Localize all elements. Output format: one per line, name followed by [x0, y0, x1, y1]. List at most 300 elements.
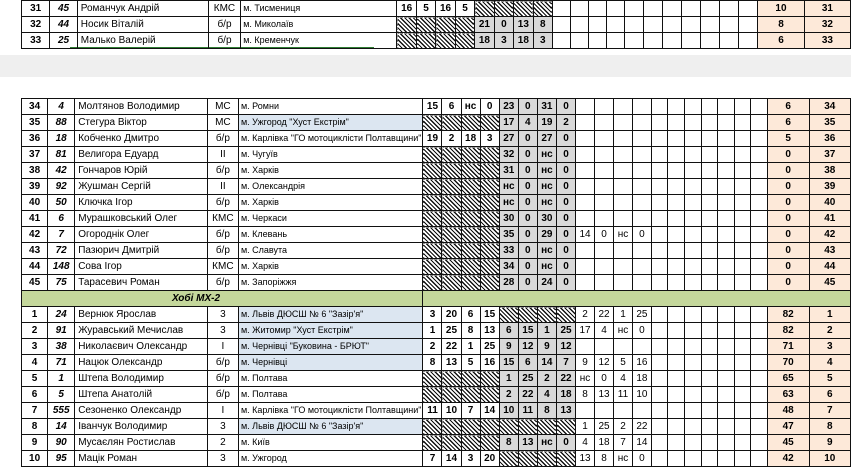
race2-hatched-cell [494, 1, 513, 17]
race1-result-cell: 5 [461, 355, 480, 371]
empty-cell [718, 403, 735, 419]
rider-name-cell: Николаєвич Олександр [75, 339, 208, 355]
empty-cell [718, 371, 735, 387]
place-cell: 1 [809, 307, 850, 323]
empty-cell [644, 1, 663, 17]
race3-result-cell: нс [614, 323, 633, 339]
empty-cell [668, 339, 685, 355]
category-cell: КМС [207, 259, 238, 275]
race1-hatched-cell [461, 275, 480, 291]
race2-result-cell: 13 [518, 435, 537, 451]
empty-cell [701, 435, 718, 451]
empty-cell [751, 147, 768, 163]
race2-result-cell: нс [499, 179, 518, 195]
rider-name-cell: Сезоненко Олександр [75, 403, 208, 419]
race3-result-cell [576, 131, 595, 147]
race2-result-cell: 0 [518, 147, 537, 163]
start-number-cell: 14 [48, 419, 75, 435]
group-fill [423, 291, 851, 307]
empty-cell [668, 243, 685, 259]
start-number-cell: 555 [48, 403, 75, 419]
race1-hatched-cell [423, 195, 442, 211]
empty-cell [751, 99, 768, 115]
category-cell: б/р [208, 17, 240, 33]
rider-name-cell: Ключка Ігор [75, 195, 208, 211]
race3-result-cell [576, 275, 595, 291]
empty-cell [668, 355, 685, 371]
empty-cell [718, 99, 735, 115]
race3-result-cell [607, 17, 625, 33]
race2-hatched-cell [537, 451, 556, 467]
empty-cell [625, 1, 644, 17]
empty-cell [751, 419, 768, 435]
start-number-cell: 81 [48, 147, 75, 163]
race1-hatched-cell [436, 33, 456, 49]
race3-result-cell [632, 195, 651, 211]
category-cell: б/р [207, 243, 238, 259]
rank-cell: 36 [22, 131, 48, 147]
race2-result-cell: нс [537, 179, 556, 195]
race3-result-cell: 17 [576, 323, 595, 339]
race2-result-cell: 13 [513, 17, 533, 33]
race2-result-cell: 31 [537, 99, 556, 115]
race2-result-cell: 23 [499, 99, 518, 115]
start-number-cell: 1 [48, 371, 75, 387]
empty-cell [701, 323, 718, 339]
race3-result-cell [570, 17, 588, 33]
race3-result-cell [576, 243, 595, 259]
race3-result-cell: нс [614, 451, 633, 467]
empty-cell [751, 163, 768, 179]
race1-hatched-cell [455, 33, 474, 49]
race3-result-cell [589, 17, 607, 33]
empty-cell [734, 403, 751, 419]
race1-hatched-cell [480, 371, 499, 387]
race2-result-cell: нс [537, 243, 556, 259]
race2-hatched-cell [537, 419, 556, 435]
race1-hatched-cell [461, 211, 480, 227]
start-number-cell: 92 [48, 179, 75, 195]
empty-cell [685, 355, 702, 371]
empty-cell [751, 387, 768, 403]
race1-result-cell: 16 [480, 355, 499, 371]
city-cell: м. Чернівці "Буковина - БРЮТ" [238, 339, 422, 355]
race1-hatched-cell [442, 163, 461, 179]
empty-cell [651, 163, 668, 179]
table-row [22, 403, 851, 419]
empty-cell [734, 339, 751, 355]
empty-cell [685, 115, 702, 131]
empty-cell [651, 227, 668, 243]
race2-result-cell: 0 [557, 259, 576, 275]
race2-result-cell: нс [537, 195, 556, 211]
race1-hatched-cell [480, 435, 499, 451]
empty-cell [685, 371, 702, 387]
empty-cell [701, 259, 718, 275]
empty-cell [751, 307, 768, 323]
race2-result-cell: 8 [499, 435, 518, 451]
race2-result-cell: 4 [518, 115, 537, 131]
table-row [22, 195, 851, 211]
race2-hatched-cell [499, 451, 518, 467]
race1-result-cell: 7 [461, 403, 480, 419]
empty-cell [701, 1, 720, 17]
city-cell: м. Тисмениця [241, 1, 397, 17]
race2-result-cell: 0 [518, 195, 537, 211]
empty-cell [701, 451, 718, 467]
race1-result-cell: 25 [480, 339, 499, 355]
race1-result-cell: нс [461, 99, 480, 115]
category-cell: 3 [207, 307, 238, 323]
empty-cell [739, 33, 758, 49]
race3-result-cell: 0 [632, 451, 651, 467]
rider-name-cell: Іванчук Володимир [75, 419, 208, 435]
race1-hatched-cell [442, 243, 461, 259]
race3-result-cell: 13 [576, 451, 595, 467]
race3-result-cell [552, 33, 570, 49]
race3-result-cell [595, 195, 614, 211]
race2-result-cell: 0 [518, 179, 537, 195]
empty-cell [734, 275, 751, 291]
race1-hatched-cell [423, 147, 442, 163]
category-cell: І [207, 339, 238, 355]
start-number-cell: 95 [48, 451, 75, 467]
race3-result-cell [614, 179, 633, 195]
empty-cell [701, 17, 720, 33]
rider-name-cell: Романчук Андрій [77, 1, 208, 17]
category-cell: б/р [207, 355, 238, 371]
empty-cell [668, 99, 685, 115]
empty-cell [701, 179, 718, 195]
empty-cell [734, 99, 751, 115]
empty-cell [734, 371, 751, 387]
rider-name-cell: Кобченко Дмитро [75, 131, 208, 147]
city-cell: м. Ужгород "Хуст Екстрім" [238, 115, 422, 131]
group-row [22, 291, 851, 307]
empty-cell [718, 147, 735, 163]
race2-result-cell: 1 [537, 323, 556, 339]
rank-cell: 8 [22, 419, 48, 435]
category-cell: б/р [207, 131, 238, 147]
category-cell: б/р [207, 163, 238, 179]
race2-result-cell: 30 [499, 211, 518, 227]
race1-result-cell: 3 [480, 131, 499, 147]
table-row [22, 99, 851, 115]
place-cell: 36 [809, 131, 850, 147]
rank-cell: 37 [22, 147, 48, 163]
race1-result-cell: 20 [480, 451, 499, 467]
race1-result-cell: 6 [461, 307, 480, 323]
total-points-cell: 0 [767, 211, 809, 227]
race1-result-cell: 2 [442, 131, 461, 147]
race3-result-cell [576, 147, 595, 163]
race3-result-cell [570, 1, 588, 17]
race2-result-cell: 17 [499, 115, 518, 131]
rank-cell: 1 [22, 307, 48, 323]
race1-hatched-cell [417, 33, 436, 49]
total-points-cell: 0 [767, 163, 809, 179]
race1-hatched-cell [417, 17, 436, 33]
race2-result-cell: 0 [518, 99, 537, 115]
race3-result-cell [576, 179, 595, 195]
empty-cell [651, 99, 668, 115]
empty-cell [685, 99, 702, 115]
race3-result-cell: 12 [595, 355, 614, 371]
empty-cell [718, 179, 735, 195]
race3-result-cell: 4 [614, 371, 633, 387]
race2-result-cell: 0 [518, 259, 537, 275]
rank-cell: 34 [22, 99, 48, 115]
race3-result-cell [614, 115, 633, 131]
empty-cell [701, 33, 720, 49]
race3-result-cell [576, 339, 595, 355]
empty-cell [701, 387, 718, 403]
race2-result-cell: нс [537, 147, 556, 163]
table-row [22, 147, 851, 163]
race1-hatched-cell [423, 243, 442, 259]
race2-hatched-cell [557, 307, 576, 323]
race2-result-cell: 2 [557, 115, 576, 131]
race3-result-cell [632, 147, 651, 163]
page-break-band [0, 55, 851, 77]
race1-result-cell: 5 [455, 1, 474, 17]
race1-result-cell: 7 [423, 451, 442, 467]
place-cell: 10 [809, 451, 850, 467]
empty-cell [685, 451, 702, 467]
empty-cell [734, 179, 751, 195]
start-number-cell: 88 [48, 115, 75, 131]
race1-result-cell: 15 [480, 307, 499, 323]
place-cell: 43 [809, 243, 850, 259]
empty-cell [734, 131, 751, 147]
table-row [22, 33, 851, 49]
empty-cell [685, 259, 702, 275]
empty-cell [751, 339, 768, 355]
table-row [22, 131, 851, 147]
empty-cell [685, 275, 702, 291]
race2-result-cell: 0 [494, 17, 513, 33]
rank-cell: 3 [22, 339, 48, 355]
race2-result-cell: 27 [499, 131, 518, 147]
category-cell: ІІ [207, 147, 238, 163]
empty-cell [751, 403, 768, 419]
race2-result-cell: 15 [518, 323, 537, 339]
table-row [22, 275, 851, 291]
race2-result-cell: 2 [537, 371, 556, 387]
city-cell: м. Олександрія [238, 179, 422, 195]
table-row [22, 163, 851, 179]
race3-result-cell [632, 211, 651, 227]
race2-result-cell: 32 [499, 147, 518, 163]
race2-result-cell: 10 [499, 403, 518, 419]
race1-hatched-cell [442, 147, 461, 163]
empty-cell [651, 131, 668, 147]
empty-cell [751, 195, 768, 211]
race1-hatched-cell [397, 33, 417, 49]
total-points-cell: 82 [767, 323, 809, 339]
city-cell: м. Житомир "Хуст Екстрім" [238, 323, 422, 339]
total-points-cell: 65 [767, 371, 809, 387]
empty-cell [663, 17, 682, 33]
race1-hatched-cell [442, 419, 461, 435]
race3-result-cell: 18 [595, 435, 614, 451]
race2-result-cell: 0 [557, 243, 576, 259]
race3-result-cell: 9 [576, 355, 595, 371]
race3-result-cell: 25 [632, 307, 651, 323]
empty-cell [644, 17, 663, 33]
empty-cell [663, 33, 682, 49]
race2-result-cell: 22 [557, 371, 576, 387]
start-number-cell: 7 [48, 227, 75, 243]
race1-hatched-cell [423, 275, 442, 291]
empty-cell [651, 147, 668, 163]
race2-result-cell: нс [537, 259, 556, 275]
race2-result-cell: 19 [537, 115, 556, 131]
race2-result-cell: 25 [557, 323, 576, 339]
race1-hatched-cell [480, 243, 499, 259]
race3-result-cell [614, 163, 633, 179]
race2-result-cell: 27 [537, 131, 556, 147]
total-points-cell: 6 [758, 33, 805, 49]
empty-cell [685, 339, 702, 355]
race2-result-cell: 14 [537, 355, 556, 371]
empty-cell [701, 227, 718, 243]
race2-result-cell: 11 [518, 403, 537, 419]
race2-hatched-cell [518, 307, 537, 323]
empty-cell [685, 147, 702, 163]
city-cell: м. Чернівці [238, 355, 422, 371]
race1-result-cell: 14 [442, 451, 461, 467]
rank-cell: 45 [22, 275, 48, 291]
empty-cell [734, 259, 751, 275]
race3-result-cell [576, 403, 595, 419]
total-points-cell: 63 [767, 387, 809, 403]
total-points-cell: 0 [767, 179, 809, 195]
race1-result-cell: 10 [442, 403, 461, 419]
table-row [22, 259, 851, 275]
table-row [22, 115, 851, 131]
empty-cell [668, 227, 685, 243]
race2-result-cell: 0 [557, 435, 576, 451]
race1-hatched-cell [461, 179, 480, 195]
race3-result-cell [614, 259, 633, 275]
race1-hatched-cell [461, 419, 480, 435]
empty-cell [734, 195, 751, 211]
empty-cell [668, 371, 685, 387]
race3-result-cell [576, 195, 595, 211]
race1-hatched-cell [442, 387, 461, 403]
empty-cell [668, 179, 685, 195]
race3-result-cell [614, 275, 633, 291]
empty-cell [685, 131, 702, 147]
place-cell: 33 [804, 33, 850, 49]
place-cell: 9 [809, 435, 850, 451]
empty-cell [720, 1, 739, 17]
empty-cell [651, 403, 668, 419]
race1-hatched-cell [442, 435, 461, 451]
race3-result-cell [614, 147, 633, 163]
category-cell: ІІ [207, 179, 238, 195]
empty-cell [734, 243, 751, 259]
table-row [22, 243, 851, 259]
table-row [22, 1, 851, 17]
table-row [22, 435, 851, 451]
rank-cell: 33 [22, 33, 50, 49]
empty-cell [668, 275, 685, 291]
rank-cell: 35 [22, 115, 48, 131]
race1-hatched-cell [461, 147, 480, 163]
rider-name-cell: Мацік Роман [75, 451, 208, 467]
hobby-rows [22, 307, 851, 467]
empty-cell [668, 259, 685, 275]
race1-hatched-cell [461, 371, 480, 387]
race1-hatched-cell [480, 419, 499, 435]
race2-result-cell: 15 [499, 355, 518, 371]
race3-result-cell: 0 [595, 371, 614, 387]
race1-hatched-cell [423, 259, 442, 275]
race1-hatched-cell [423, 211, 442, 227]
rider-name-cell: Штепа Володимир [75, 371, 208, 387]
empty-cell [751, 131, 768, 147]
empty-cell [734, 163, 751, 179]
empty-cell [734, 227, 751, 243]
empty-cell [651, 243, 668, 259]
race3-result-cell [632, 115, 651, 131]
empty-cell [718, 259, 735, 275]
race2-result-cell: 24 [537, 275, 556, 291]
empty-cell [718, 211, 735, 227]
table-row [22, 339, 851, 355]
race1-hatched-cell [442, 195, 461, 211]
race2-result-cell: 0 [518, 227, 537, 243]
race1-result-cell: 18 [461, 131, 480, 147]
rider-name-cell: Вернюк Ярослав [75, 307, 208, 323]
race2-result-cell: 21 [475, 17, 495, 33]
race3-result-cell: 22 [632, 419, 651, 435]
empty-cell [739, 17, 758, 33]
race1-hatched-cell [480, 259, 499, 275]
table-row [22, 387, 851, 403]
race1-hatched-cell [442, 115, 461, 131]
race1-result-cell: 16 [397, 1, 417, 17]
empty-cell [718, 307, 735, 323]
race1-hatched-cell [442, 259, 461, 275]
empty-cell [625, 33, 644, 49]
total-points-cell: 0 [767, 195, 809, 211]
empty-cell [651, 195, 668, 211]
race2-hatched-cell [499, 419, 518, 435]
race3-result-cell [632, 339, 651, 355]
race1-hatched-cell [455, 17, 474, 33]
city-cell: м. Ромни [238, 99, 422, 115]
city-cell: м. Київ [238, 435, 422, 451]
race3-result-cell [576, 163, 595, 179]
race2-result-cell: 0 [557, 195, 576, 211]
empty-cell [668, 211, 685, 227]
race1-result-cell: 19 [423, 131, 442, 147]
rider-name-cell: Молтянов Володимир [75, 99, 208, 115]
rank-cell: 5 [22, 371, 48, 387]
empty-cell [734, 147, 751, 163]
race2-result-cell: 18 [513, 33, 533, 49]
race1-hatched-cell [480, 115, 499, 131]
place-cell: 3 [809, 339, 850, 355]
rider-name-cell: Пазюрич Дмитрій [75, 243, 208, 259]
city-cell: м. Львів ДЮСШ № 6 "Зазір'я" [238, 419, 422, 435]
empty-cell [751, 243, 768, 259]
race1-hatched-cell [461, 227, 480, 243]
race2-hatched-cell [533, 1, 552, 17]
